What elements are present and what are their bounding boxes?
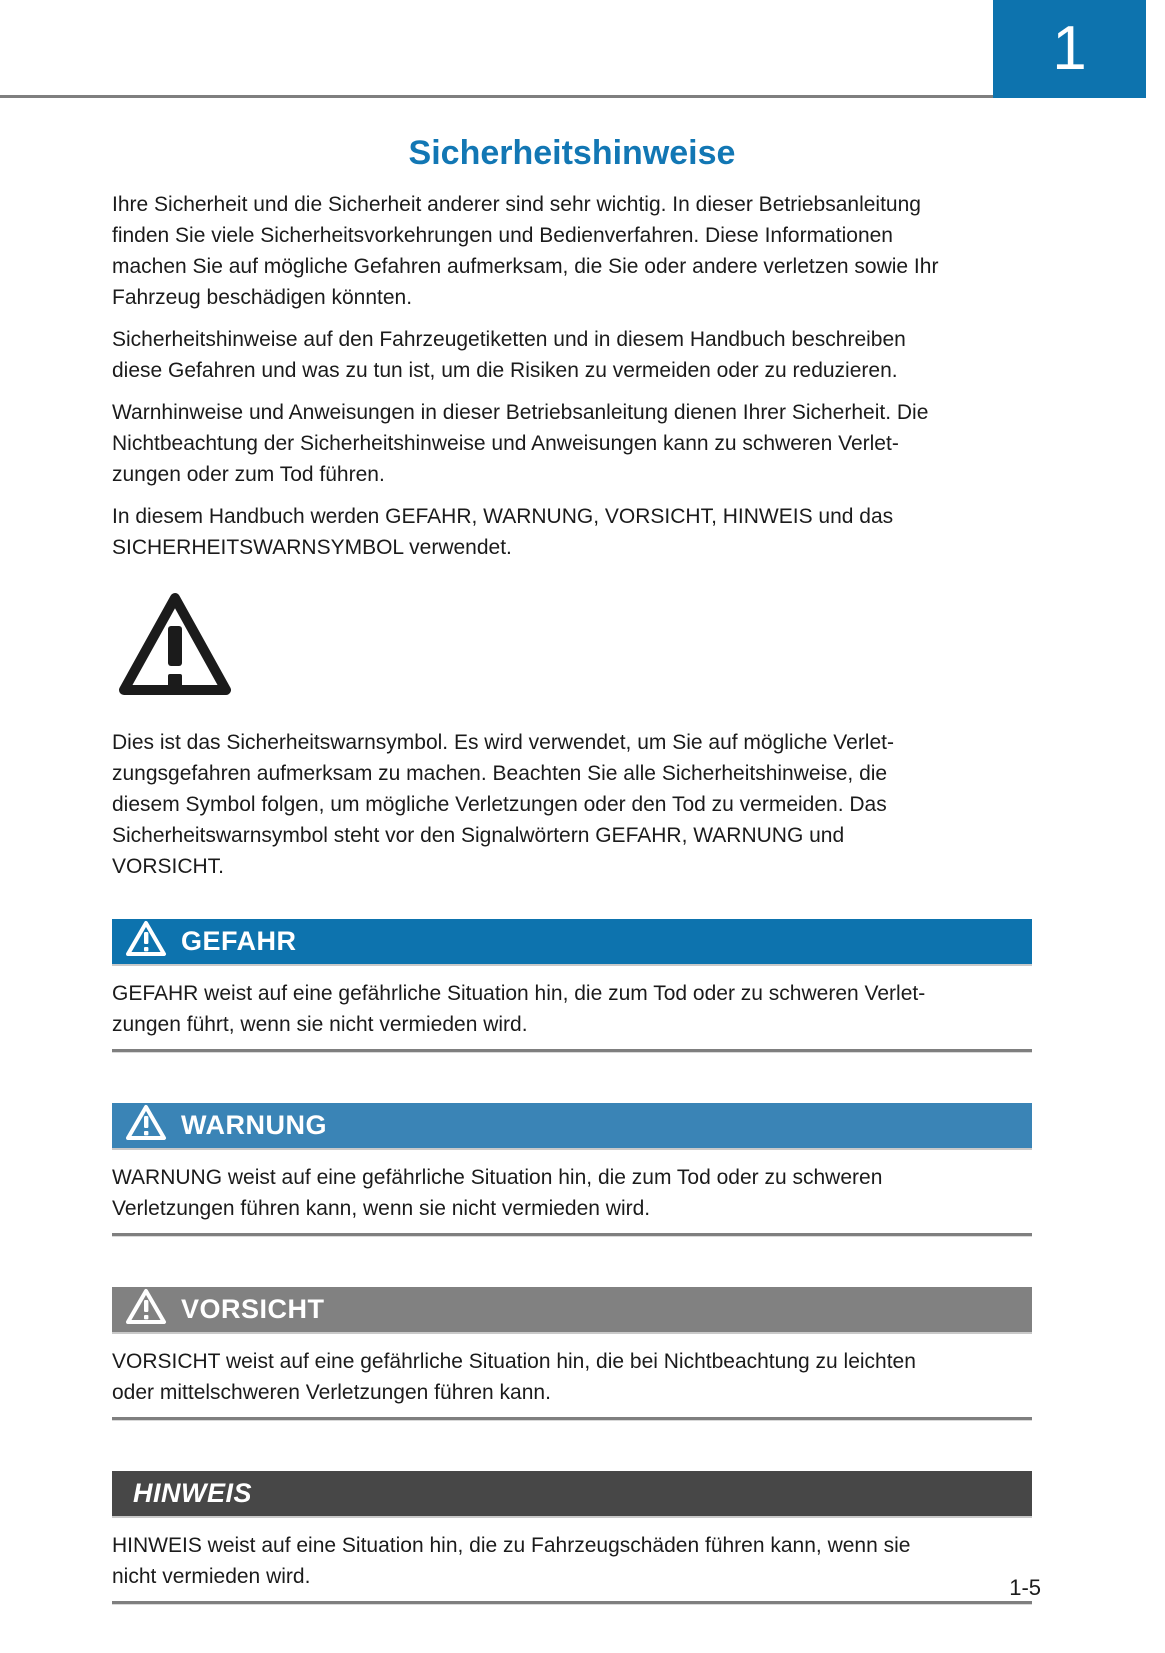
text-line: diesem Symbol folgen, um mögliche Verletzungen oder den Tod zu vermeiden. Das	[112, 793, 887, 816]
text-line: nicht vermieden wird.	[112, 1565, 311, 1588]
intro-paragraph	[112, 324, 1032, 386]
callout-hinweis	[112, 1471, 1032, 1605]
callout-banner-hinweis	[112, 1471, 1032, 1518]
text-line: Warnhinweise und Anweisungen in dieser Betriebsanleitung dienen Ihrer Sicherheit. Die	[112, 401, 929, 424]
text-line: machen Sie auf mögliche Gefahren aufmerksam, die Sie oder andere verletzen sowie Ihr	[112, 255, 939, 278]
text-line: HINWEIS weist auf eine Situation hin, die zu Fahrzeugschäden führen kann, wenn sie	[112, 1534, 911, 1557]
warning-triangle-icon	[114, 590, 1032, 707]
separator-rule	[112, 1233, 1032, 1237]
callout-banner-warnung	[112, 1103, 1032, 1150]
callout-description	[112, 978, 1032, 1040]
text-line: diese Gefahren und was zu tun ist, um die Risiken zu vermeiden oder zu reduzieren.	[112, 359, 898, 382]
intro-paragraph	[112, 189, 1032, 313]
text-line: Verletzungen führen kann, wenn sie nicht vermieden wird.	[112, 1197, 651, 1220]
callout-banner-vorsicht	[112, 1287, 1032, 1334]
text-line: Sicherheitswarnsymbol steht vor den Signalwörtern GEFAHR, WARNUNG und	[112, 824, 845, 847]
callout-warnung	[112, 1103, 1032, 1237]
text-line: Fahrzeug beschädigen könnten.	[112, 286, 413, 309]
text-line: Ihre Sicherheit und die Sicherheit anderer sind sehr wichtig. In dieser Betriebsanleitung	[112, 193, 921, 216]
text-line: Dies ist das Sicherheitswarnsymbol. Es wird verwendet, um Sie auf mögliche Verlet-	[112, 731, 894, 754]
text-line: finden Sie viele Sicherheitsvorkehrungen und Bedienverfahren. Diese Informationen	[112, 224, 893, 247]
text-line: In diesem Handbuch werden GEFAHR, WARNUNG, VORSICHT, HINWEIS und das	[112, 505, 894, 528]
text-line: Sicherheitshinweise auf den Fahrzeugetiketten und in diesem Handbuch beschreiben	[112, 328, 906, 351]
page-title: Sicherheitshinweise	[408, 134, 736, 172]
text-line: VORSICHT weist auf eine gefährliche Situation hin, die bei Nichtbeachtung zu leichten	[112, 1350, 916, 1373]
warning-triangle-icon	[125, 1288, 167, 1331]
warning-triangle-icon	[125, 920, 167, 963]
warning-triangle-icon	[125, 1104, 167, 1147]
separator-rule	[112, 1417, 1032, 1421]
callout-description	[112, 1346, 1032, 1408]
callout-vorsicht	[112, 1287, 1032, 1421]
text-line: VORSICHT.	[112, 855, 225, 878]
chapter-number-tab	[993, 0, 1146, 98]
callout-gefahr	[112, 919, 1032, 1053]
text-line: Nichtbeachtung der Sicherheitshinweise und Anweisungen kann zu schweren Verlet-	[112, 432, 899, 455]
text-line: zungen führt, wenn sie nicht vermieden wird.	[112, 1013, 528, 1036]
callout-title: GEFAHR	[181, 926, 297, 956]
text-line: oder mittelschweren Verletzungen führen kann.	[112, 1381, 551, 1404]
callout-title: HINWEIS	[133, 1478, 253, 1508]
text-line: WARNUNG weist auf eine gefährliche Situation hin, die zum Tod oder zu schweren	[112, 1166, 883, 1189]
callout-description	[112, 1530, 1032, 1592]
text-line: SICHERHEITSWARNSYMBOL verwendet.	[112, 536, 512, 559]
text-line: GEFAHR weist auf eine gefährliche Situation hin, die zum Tod oder zu schweren Verlet-	[112, 982, 926, 1005]
safety-symbol-paragraph	[112, 727, 1032, 882]
text-line: zungsgefahren aufmerksam zu machen. Beachten Sie alle Sicherheitshinweise, die	[112, 762, 888, 785]
header-rule	[0, 95, 1146, 98]
page-content	[112, 112, 1032, 1605]
chapter-number: 1	[1052, 14, 1087, 83]
text-line: zungen oder zum Tod führen.	[112, 463, 385, 486]
callout-description	[112, 1162, 1032, 1224]
separator-rule	[112, 1601, 1032, 1605]
page-number: 1-5	[1009, 1575, 1041, 1600]
callout-banner-gefahr	[112, 919, 1032, 966]
callout-title: WARNUNG	[181, 1110, 327, 1140]
callout-title: VORSICHT	[181, 1294, 325, 1324]
separator-rule	[112, 1049, 1032, 1053]
intro-paragraph	[112, 501, 1032, 563]
intro-paragraph	[112, 397, 1032, 490]
